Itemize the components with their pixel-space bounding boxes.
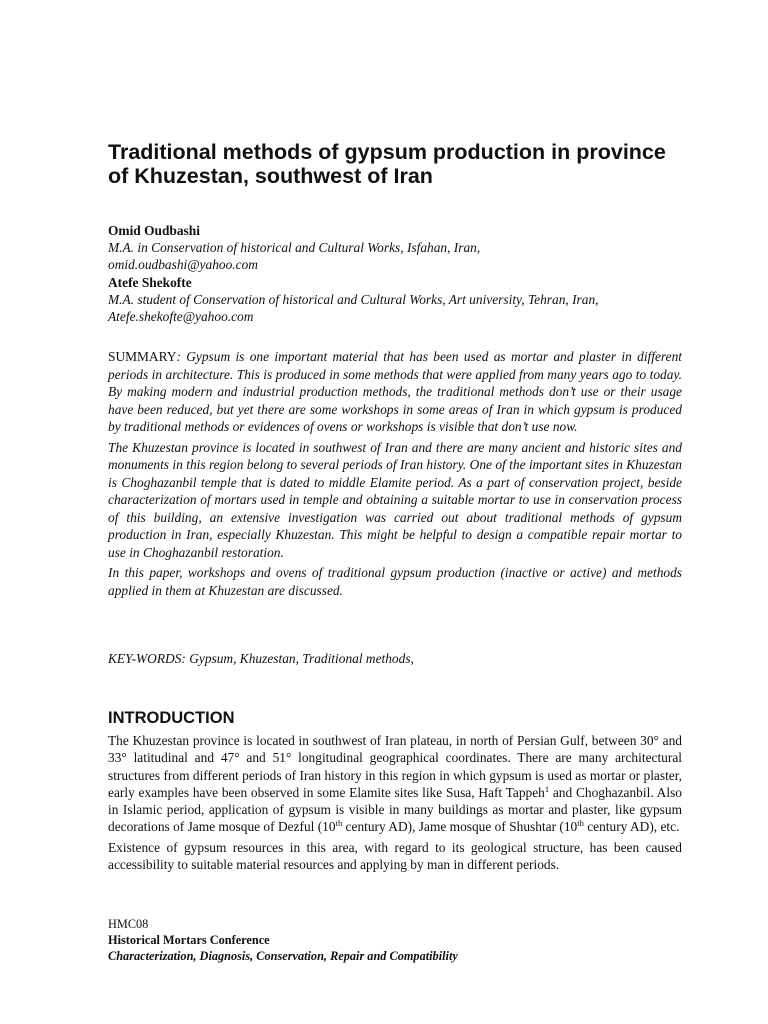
ordinal-suffix: th xyxy=(335,818,343,829)
intro-text: century AD), etc. xyxy=(583,819,680,835)
footer-subtitle: Characterization, Diagnosis, Conservation, Repair and Compatibility xyxy=(108,949,458,963)
keywords: KEY-WORDS: Gypsum, Khuzestan, Traditional methods, xyxy=(108,651,414,666)
author-name: Omid Oudbashi xyxy=(108,223,200,238)
summary-paragraph xyxy=(108,348,682,436)
author-email[interactable]: Atefe.shekofte@yahoo.com xyxy=(108,309,254,324)
author-name: Atefe Shekofte xyxy=(108,275,192,290)
author-block xyxy=(108,274,682,325)
summary-label: SUMMARY xyxy=(108,349,177,364)
introduction-paragraph: Existence of gypsum resources in this area, with regard to its geological structure, has been caused accessibility to suitable material resources and applying by man in different periods. xyxy=(108,839,682,873)
intro-text: century AD), Jame mosque of Shushtar (10 xyxy=(342,819,578,835)
summary-section xyxy=(108,348,682,602)
introduction-body xyxy=(108,732,682,876)
author-list xyxy=(108,222,682,325)
paper-title: Traditional methods of gypsum production in province of Khuzestan, southwest of Iran xyxy=(108,140,666,188)
footnote-marker[interactable]: 1 xyxy=(544,783,550,794)
footer-code: HMC08 xyxy=(108,917,149,931)
summary-paragraph: In this paper, workshops and ovens of traditional gypsum production (inactive or active) and methods applied in them at Khuzestan are discussed. xyxy=(108,565,682,598)
intro-text: and Choghazanbil. Also in Islamic period, application of gypsum is visible in many buildings as mortar and plaster, like gypsum decorations of Jame mosque of Dezful (10 xyxy=(108,784,682,835)
introduction-heading: INTRODUCTION xyxy=(108,709,235,727)
author-affiliation: M.A. in Conservation of historical and Cultural Works, Isfahan, Iran, xyxy=(108,240,481,255)
author-email[interactable]: omid.oudbashi@yahoo.com xyxy=(108,257,258,272)
introduction-paragraph xyxy=(108,732,682,836)
page-footer xyxy=(108,916,682,964)
author-block xyxy=(108,222,682,273)
summary-text: : Gypsum is one important material that has been used as mortar and plaster in different periods in architecture. This is produced in some methods that were applied from many years ago to today. By making modern and industrial production methods, the traditional methods don’t use or their usage have been reduced, but yet there are some workshops in some areas of Iran in which gypsum is produced by traditional methods or evidences of ovens or workshops is visible that don’t use now. xyxy=(108,349,682,434)
intro-text: The Khuzestan province is located in southwest of Iran plateau, in north of Persian Gulf, between 30° and 33° latitudinal and 47° and 51° longitudinal geographical coordinates. There are many architectural structures from different periods of Iran history in this region in which gypsum is used as mortar or plaster, early examples have been observed in some Elamite sites like Susa, Haft Tappeh xyxy=(108,733,682,800)
ordinal-suffix: th xyxy=(577,818,584,829)
footer-conference: Historical Mortars Conference xyxy=(108,933,270,947)
author-affiliation: M.A. student of Conservation of historical and Cultural Works, Art university, Tehran, Iran, xyxy=(108,292,599,307)
summary-paragraph: The Khuzestan province is located in southwest of Iran and there are many ancient and historic sites and monuments in this region belong to several periods of Iran history. One of the important sites in Khuzestan is Choghazanbil temple that is dated to middle Elamite period. As a part of conservation project, beside characterization of mortars used in temple and obtaining a suitable mortar to use in conservation process of this building, an extensive investigation was carried out about traditional methods of gypsum production in Iran, especially Khuzestan. This might be helpful to design a compatible repair mortar to use in Choghazanbil restoration. xyxy=(108,439,682,560)
